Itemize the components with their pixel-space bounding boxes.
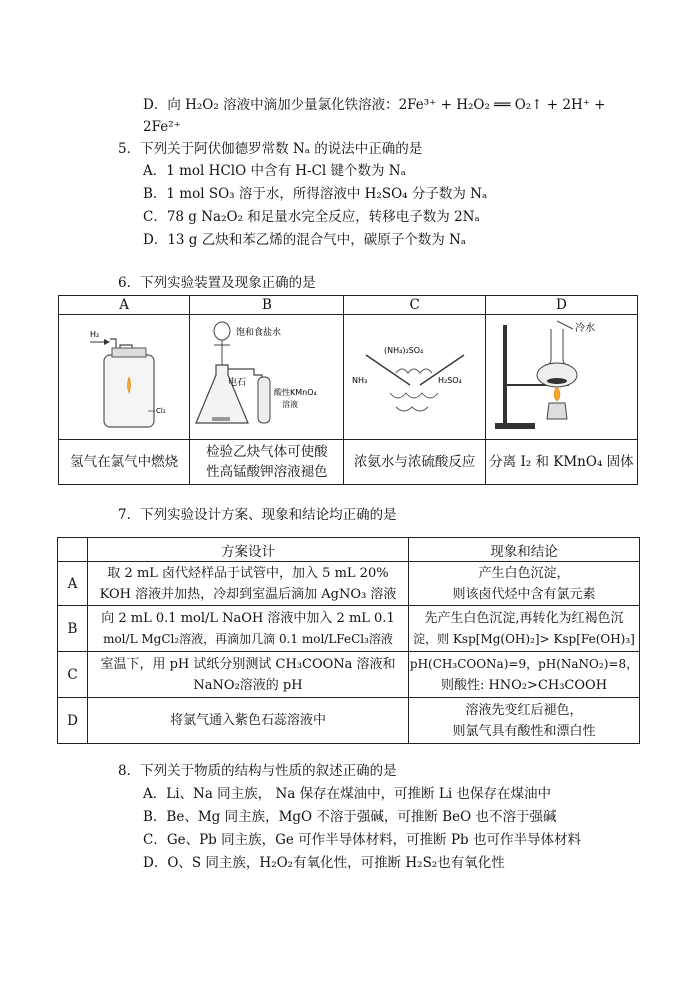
q6-header-d: D — [485, 296, 637, 315]
label-saturated-brine: 饱和食盐水 — [235, 328, 281, 338]
q5-option-c: C．78 g Na₂O₂ 和足量水完全反应，转移电子数为 2Nₐ — [143, 209, 480, 225]
q8-option-a: A．Li、Na 同主族， Na 保存在煤油中，可推断 Li 也保存在煤油中 — [143, 786, 551, 802]
q4-option-d-line2: 2Fe²⁺ — [143, 119, 181, 135]
q6-caption-a: 氢气在氯气中燃烧 — [59, 440, 190, 485]
q5-option-d: D．13 g 乙炔和苯乙烯的混合气中，碳原子个数为 Nₐ — [143, 232, 467, 248]
q7-row-c-result-line2: 则酸性: HNO₂>CH₃COOH — [440, 677, 608, 693]
q6-stem: 6．下列实验装置及现象正确的是 — [118, 275, 316, 291]
q7-row-c-plan-line2: NaNO₂溶液的 pH — [193, 677, 303, 693]
q7-row-a-plan — [88, 562, 409, 606]
q7-row-b-plan-line2: mol/L MgCl₂溶液，再滴加几滴 0.1 mol/LFeCl₃溶液 — [103, 631, 393, 646]
q8-option-d: D．O、S 同主族，H₂O₂有氧化性，可推断 H₂S₂也有氧化性 — [143, 855, 505, 871]
q7-row-c-result-line1: pH(CH₃COONa)=9，pH(NaNO₂)=8， — [409, 656, 639, 671]
acetylene-test-apparatus — [192, 315, 342, 435]
q7-row-b-result-line1: 先产生白色沉淀,再转化为红褐色沉 — [424, 610, 624, 626]
q6-header-c: C — [344, 296, 485, 315]
q6-caption-b: 检验乙炔气体可使酸性高锰酸钾溶液褪色 — [190, 440, 344, 485]
q7-row-b-result-line2: 淀，则 Ksp[Mg(OH)₂]> Ksp[Fe(OH)₃] — [413, 631, 635, 646]
q7-row-a-key: A — [58, 562, 88, 606]
sublimation-apparatus — [487, 315, 635, 435]
q5-option-a: A．1 mol HClO 中含有 H-Cl 键个数为 Nₐ — [143, 163, 406, 179]
q7-row-b-result — [409, 606, 640, 652]
q7-row-c-result — [409, 652, 640, 698]
label-cl2: Cl₂ — [156, 407, 166, 415]
q4-option-d-line1: D．向 H₂O₂ 溶液中滴加少量氯化铁溶液：2Fe³⁺ + H₂O₂ ══ O₂↑ + 2H⁺ + — [143, 97, 606, 113]
q7-row-c-plan — [88, 652, 409, 698]
q6-figure-b — [190, 315, 344, 440]
q7-row-a-result-line2: 则该卤代烃中含有氯元素 — [452, 586, 596, 602]
q7-row-d-plan-line1: 将氯气通入紫色石蕊溶液中 — [169, 713, 326, 728]
q7-header-plan: 方案设计 — [88, 538, 409, 562]
q7-row-b-plan-line1: 向 2 mL 0.1 mol/L NaOH 溶液中加入 2 mL 0.1 — [101, 610, 395, 626]
q5-option-b: B．1 mol SO₃ 溶于水，所得溶液中 H₂SO₄ 分子数为 Nₐ — [143, 186, 488, 202]
q7-row-a-plan-line2: KOH 溶液并加热，冷却到室温后滴加 AgNO₃ 溶液 — [99, 586, 397, 602]
label-solution: 溶液 — [281, 400, 298, 409]
q7-header-result: 现象和结论 — [409, 538, 640, 562]
q7-row-a-result-line1: 产生白色沉淀， — [478, 565, 570, 581]
q7-row-b-key: B — [58, 606, 88, 652]
q7-stem: 7．下列实验设计方案、现象和结论均正确的是 — [118, 507, 397, 523]
label-h2: H₂ — [90, 330, 100, 339]
q8-option-b: B．Be、Mg 同主族，MgO 不溶于强碱，可推断 BeO 也不溶于强碱 — [143, 809, 557, 825]
label-cold-water: 冷水 — [575, 323, 596, 334]
q7-row-b-plan — [88, 606, 409, 652]
label-calcium-carbide: 电石 — [227, 378, 246, 388]
q7-header-blank — [58, 538, 88, 562]
q7-row-d-key: D — [58, 698, 88, 744]
q7-table — [57, 537, 640, 744]
q7-row-d-result-line1: 溶液先变红后褪色， — [465, 702, 583, 718]
q7-row-c-plan-line1: 室温下，用 pH 试纸分别测试 CH₃COONa 溶液和 — [100, 656, 396, 672]
q7-row-a-result — [409, 562, 640, 606]
q7-row-d-plan — [88, 698, 409, 744]
q6-caption-c: 浓氨水与浓硫酸反应 — [344, 440, 485, 485]
q8-option-c: C．Ge、Pb 同主族，Ge 可作半导体材料，可推断 Pb 也可作半导体材料 — [143, 832, 581, 848]
q6-table — [58, 295, 638, 485]
q7-row-c-key: C — [58, 652, 88, 698]
q6-figure-a — [59, 315, 190, 440]
q5-stem: 5．下列关于阿伏伽德罗常数 Nₐ 的说法中正确的是 — [118, 141, 423, 157]
q7-row-d-result-line2: 则氯气具有酸性和漂白性 — [452, 723, 596, 739]
label-ammonium-sulfate: (NH₄)₂SO₄ — [383, 346, 423, 355]
q6-figure-d — [485, 315, 637, 440]
label-acidic-kmno4: 酸性KMnO₄ — [273, 388, 317, 397]
q6-header-b: B — [190, 296, 344, 315]
q6-header-a: A — [59, 296, 190, 315]
q7-row-d-result — [409, 698, 640, 744]
ammonia-sulfuric-acid-apparatus — [346, 315, 484, 435]
h2-burning-in-cl2-apparatus — [60, 315, 188, 435]
label-h2so4: H₂SO₄ — [437, 376, 462, 385]
label-nh3: NH₃ — [351, 376, 367, 385]
q7-row-a-plan-line1: 取 2 mL 卤代烃样品于试管中，加入 5 mL 20% — [107, 565, 389, 581]
q8-stem: 8．下列关于物质的结构与性质的叙述正确的是 — [118, 763, 397, 779]
q6-caption-d: 分离 I₂ 和 KMnO₄ 固体 — [485, 440, 637, 485]
q6-figure-c — [344, 315, 485, 440]
